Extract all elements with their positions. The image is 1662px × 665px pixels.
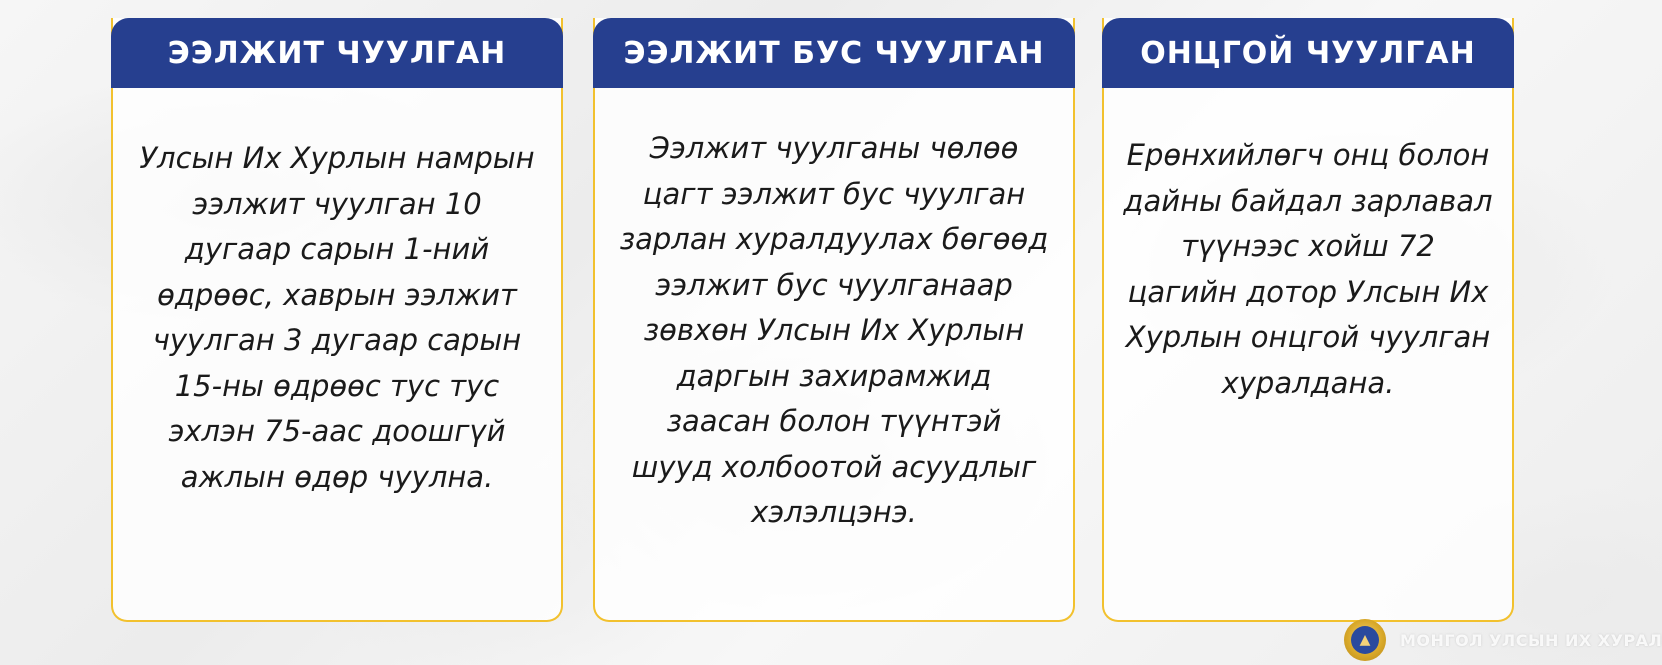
extraordinary-session-card <box>593 18 1075 622</box>
card-body <box>131 136 543 500</box>
regular-session-card <box>111 18 563 622</box>
card-header <box>111 18 563 88</box>
card-header <box>1102 18 1514 88</box>
footer-brand <box>1344 618 1662 662</box>
card-body <box>1122 133 1494 406</box>
card-body-line: ээлжит чуулган 10 <box>192 186 482 221</box>
emblem-inner: ▲ <box>1351 626 1379 654</box>
card-body-line: өдрөөс, хаврын ээлжит <box>157 277 517 312</box>
card-body <box>613 126 1055 536</box>
card-body-line: Хурлын онцгой чуулган <box>1125 320 1491 354</box>
card-body-line: Улсын Их Хурлын намрын <box>139 141 535 175</box>
card-body-line: эхлэн 75-аас доошгүй <box>168 414 506 448</box>
brand-text: МОНГОЛ УЛСЫН ИХ ХУРАЛ <box>1400 630 1662 650</box>
card-body-line: түүнээс хойш 72 <box>1181 229 1435 263</box>
card-body-line: 15-ны өдрөөс тус тус <box>174 368 500 403</box>
card-title: ОНЦГОЙ ЧУУЛГАН <box>1140 35 1476 71</box>
card-body-line: ээлжит бус чуулганаар <box>655 267 1013 302</box>
card-body-line: ажлын өдөр чуулна. <box>180 459 494 494</box>
card-title: ЭЭЛЖИТ БУС ЧУУЛГАН <box>623 35 1045 71</box>
card-body-line: Ээлжит чуулганы чөлөө <box>649 131 1019 165</box>
card-body-line: Ерөнхийлөгч онц болон <box>1126 138 1490 172</box>
card-body-line: шууд холбоотой асуудлыг <box>631 449 1037 484</box>
card-title: ЭЭЛЖИТ ЧУУЛГАН <box>167 35 507 71</box>
card-header <box>593 18 1075 88</box>
card-body-line: чуулган 3 дугаар сарын <box>152 323 522 357</box>
card-body-line: дугаар сарын 1-ний <box>184 232 490 266</box>
card-body-line: хуралдана. <box>1221 365 1395 400</box>
card-body-line: заасан болон түүнтэй <box>666 404 1002 438</box>
card-body-line: дайны байдал зарлавал <box>1123 183 1493 218</box>
card-body-line: зөвхөн Улсын Их Хурлын <box>643 313 1025 347</box>
card-body-line: цагийн дотор Улсын Их <box>1127 274 1489 309</box>
card-body-line: цагт ээлжит бус чуулган <box>642 176 1026 211</box>
card-body-line: хэлэлцэнэ. <box>751 495 917 529</box>
card-body-line: зарлан хуралдуулах бөгөөд <box>619 222 1049 256</box>
emergency-session-card <box>1102 18 1514 622</box>
card-body-line: даргын захирамжид <box>676 358 992 393</box>
state-emblem-icon <box>1344 619 1386 661</box>
